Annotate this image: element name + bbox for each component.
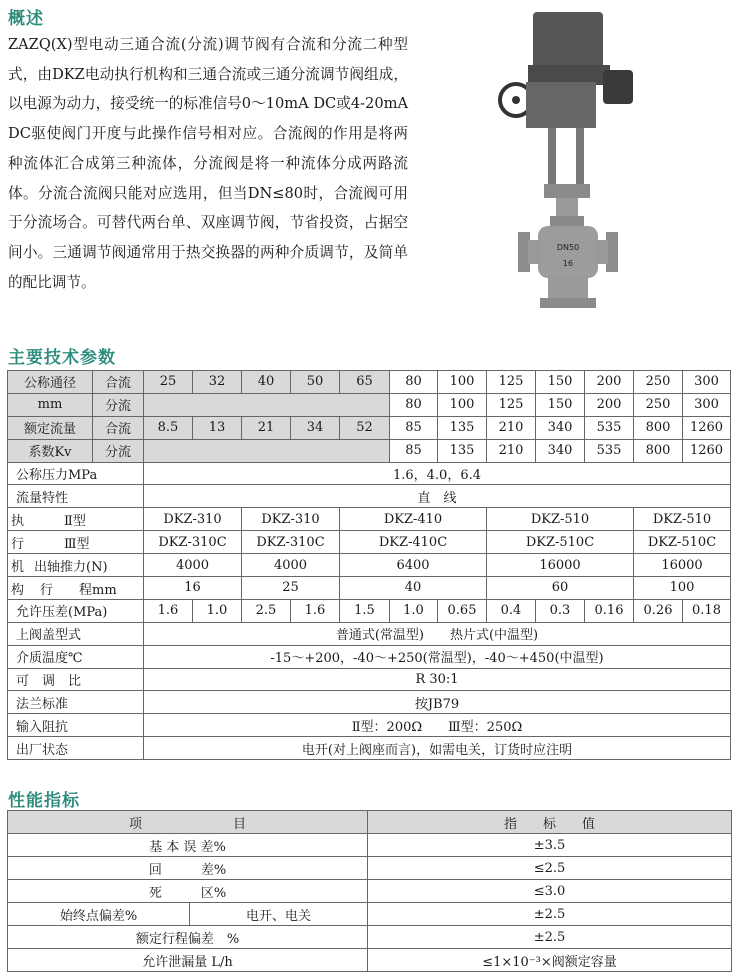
nominal-dia-label: 公称通径	[8, 371, 93, 394]
perf-value: ±3.5	[368, 834, 732, 857]
dn-cell: 40	[242, 371, 291, 394]
range-label: 可 调 比	[8, 668, 144, 691]
actuator-model: DKZ-410C	[340, 531, 487, 554]
kv-cell: 135	[438, 416, 487, 439]
kv-label-2: 系数Kv	[8, 439, 93, 462]
dp-cell: 0.3	[536, 599, 585, 622]
kv-cell: 340	[536, 416, 585, 439]
type2-row	[8, 508, 731, 531]
kv-cell: 210	[487, 439, 536, 462]
kv-cell: 34	[291, 416, 340, 439]
dn-cell: 200	[585, 371, 634, 394]
actuator-model: DKZ-510	[634, 508, 731, 531]
range-value: R 30:1	[144, 668, 731, 691]
performance-title: 性能指标	[8, 791, 80, 811]
kv-cell: 800	[634, 416, 683, 439]
flange-value: 按JB79	[144, 691, 731, 714]
perf-label: 额定行程偏差 %	[8, 926, 368, 949]
actuator-model: DKZ-310C	[242, 531, 340, 554]
stroke-label-cell	[8, 577, 144, 600]
perf-label: 基 本 误 差%	[8, 834, 368, 857]
empty-cell	[144, 393, 390, 416]
perf-row	[8, 834, 732, 857]
dn-cell: 32	[193, 371, 242, 394]
type3-label-cell	[8, 531, 144, 554]
pressure-value: 1.6，4.0，6.4	[144, 462, 731, 485]
type3-row	[8, 531, 731, 554]
type3-label: Ⅲ型	[64, 537, 90, 553]
perf-header-value: 指 标 值	[368, 811, 732, 834]
stroke-cell: 25	[242, 577, 340, 600]
perf-header-row	[8, 811, 732, 834]
impedance-value: Ⅱ型：200Ω Ⅲ型：250Ω	[144, 714, 731, 737]
dn-cell: 250	[634, 371, 683, 394]
actuator-char: 构	[11, 583, 25, 599]
thrust-cell: 4000	[144, 554, 242, 577]
perf-value: ≤1×10⁻³×阀额定容量	[368, 949, 732, 972]
perf-value: ≤2.5	[368, 857, 732, 880]
overview-title: 概述	[8, 9, 44, 29]
impedance-row	[8, 714, 731, 737]
range-row	[8, 668, 731, 691]
dp-cell: 1.0	[193, 599, 242, 622]
perf-label: 死 区%	[8, 880, 368, 903]
perf-value: ≤3.0	[368, 880, 732, 903]
dn-cell: 250	[634, 393, 683, 416]
perf-sublabel: 电开、电关	[190, 903, 368, 926]
perf-label: 回 差%	[8, 857, 368, 880]
thrust-cell: 16000	[487, 554, 634, 577]
flow-char-row	[8, 485, 731, 508]
allow-dp-label: 允许压差(MPa)	[8, 599, 144, 622]
stroke-cell: 60	[487, 577, 634, 600]
actuator-model: DKZ-310	[144, 508, 242, 531]
perf-row	[8, 880, 732, 903]
impedance-label: 输入阻抗	[8, 714, 144, 737]
intro-paragraph: ZAZQ(X)型电动三通合流(分流)调节阀有合流和分流二种型式，由DKZ电动执行机构和三通合流或三通分流调节阀组成，以电源为动力，接受统一的标准信号0～10mA DC或4-20mA DC驱使阀门开度与此操作信号相对应。合流阀的作用是将两种流体汇合成第三种流体，分流阀是将一种流体分成两路流体。分流合流阀只能对应选用，但当DN≤80时，合流阀可用于分流场合。可替代两台单、双座调节阀，节省投资，占据空间小。三通调节阀通常用于热交换器的两种介质调节，及简单的配比调节。	[8, 36, 408, 291]
thrust-cell: 6400	[340, 554, 487, 577]
kv-cell: 340	[536, 439, 585, 462]
merge-label: 合流	[93, 371, 144, 394]
kv-cell: 535	[585, 416, 634, 439]
kv-cell: 800	[634, 439, 683, 462]
bonnet-row	[8, 622, 731, 645]
temp-label: 介质温度℃	[8, 645, 144, 668]
dp-cell: 2.5	[242, 599, 291, 622]
perf-value: ±2.5	[368, 903, 732, 926]
kv-cell: 85	[390, 416, 438, 439]
perf-row	[8, 903, 732, 926]
flange-label: 法兰标准	[8, 691, 144, 714]
dn-cell: 300	[683, 371, 731, 394]
factory-row	[8, 737, 731, 760]
dn-cell: 50	[291, 371, 340, 394]
split-label: 分流	[93, 393, 144, 416]
dp-cell: 0.4	[487, 599, 536, 622]
pressure-row	[8, 462, 731, 485]
dn-cell: 125	[487, 371, 536, 394]
actuator-model: DKZ-310	[242, 508, 340, 531]
kv-cell: 210	[487, 416, 536, 439]
temp-row	[8, 645, 731, 668]
split-label: 分流	[93, 439, 144, 462]
stroke-label: 行 程mm	[40, 583, 117, 599]
performance-table	[7, 810, 732, 972]
kv-merge-row	[8, 416, 731, 439]
perf-header-item: 项 目	[8, 811, 368, 834]
dn-cell: 65	[340, 371, 390, 394]
stroke-row	[8, 577, 731, 600]
flow-char-value: 直 线	[144, 485, 731, 508]
actuator-model: DKZ-310C	[144, 531, 242, 554]
thrust-row	[8, 554, 731, 577]
bonnet-value: 普通式(常温型) 热片式(中温型)	[144, 622, 731, 645]
dn-cell: 300	[683, 393, 731, 416]
kv-cell: 8.5	[144, 416, 193, 439]
dp-cell: 1.6	[144, 599, 193, 622]
dn-merge-row	[8, 371, 731, 394]
factory-value: 电开(对上阀座而言)，如需电关，订货时应注明	[144, 737, 731, 760]
perf-label: 允许泄漏量 L/h	[8, 949, 368, 972]
kv-cell: 52	[340, 416, 390, 439]
merge-label: 合流	[93, 416, 144, 439]
bonnet-label: 上阀盖型式	[8, 622, 144, 645]
svg-text:DN50: DN50	[556, 243, 580, 252]
dn-split-row	[8, 393, 731, 416]
flow-char-label: 流量特性	[8, 485, 144, 508]
actuator-char: 执	[11, 514, 25, 530]
actuator-model: DKZ-410	[340, 508, 487, 531]
perf-row	[8, 926, 732, 949]
mm-label: mm	[8, 393, 93, 416]
allow-dp-row	[8, 599, 731, 622]
kv-cell: 85	[390, 439, 438, 462]
perf-row	[8, 949, 732, 972]
dp-cell: 0.65	[438, 599, 487, 622]
kv-cell: 13	[193, 416, 242, 439]
kv-cell: 535	[585, 439, 634, 462]
dn-cell: 25	[144, 371, 193, 394]
kv-cell: 1260	[683, 416, 731, 439]
dn-cell: 150	[536, 393, 585, 416]
actuator-model: DKZ-510C	[487, 531, 634, 554]
dn-cell: 150	[536, 371, 585, 394]
kv-cell: 1260	[683, 439, 731, 462]
dn-cell: 80	[390, 393, 438, 416]
dn-cell: 80	[390, 371, 438, 394]
main-params-title: 主要技术参数	[8, 348, 116, 368]
thrust-label: 出轴推力(N)	[34, 560, 108, 576]
dp-cell: 1.6	[291, 599, 340, 622]
flange-row	[8, 691, 731, 714]
dn-cell: 100	[438, 371, 487, 394]
dp-cell: 0.18	[683, 599, 731, 622]
thrust-cell: 16000	[634, 554, 731, 577]
dp-cell: 0.26	[634, 599, 683, 622]
actuator-char: 行	[11, 537, 25, 553]
dp-cell: 1.5	[340, 599, 390, 622]
perf-value: ±2.5	[368, 926, 732, 949]
type2-label: Ⅱ型	[64, 514, 86, 530]
stroke-cell: 40	[340, 577, 487, 600]
thrust-cell: 4000	[242, 554, 340, 577]
thrust-label-cell	[8, 554, 144, 577]
params-table	[7, 370, 731, 760]
actuator-model: DKZ-510C	[634, 531, 731, 554]
perf-row	[8, 857, 732, 880]
electric-valve-image	[498, 10, 638, 322]
empty-cell	[144, 439, 390, 462]
actuator-char: 机	[11, 560, 25, 576]
svg-text:16: 16	[562, 259, 574, 268]
stroke-cell: 100	[634, 577, 731, 600]
temp-value: -15～+200，-40～+250(常温型)，-40～+450(中温型)	[144, 645, 731, 668]
actuator-model: DKZ-510	[487, 508, 634, 531]
kv-label: 额定流量	[8, 416, 93, 439]
factory-label: 出厂状态	[8, 737, 144, 760]
pressure-label: 公称压力MPa	[8, 462, 144, 485]
kv-cell: 21	[242, 416, 291, 439]
stroke-cell: 16	[144, 577, 242, 600]
dp-cell: 1.0	[390, 599, 438, 622]
type2-label-cell	[8, 508, 144, 531]
dn-cell: 125	[487, 393, 536, 416]
kv-split-row	[8, 439, 731, 462]
dp-cell: 0.16	[585, 599, 634, 622]
dn-cell: 100	[438, 393, 487, 416]
perf-label: 始终点偏差%	[8, 903, 190, 926]
dn-cell: 200	[585, 393, 634, 416]
kv-cell: 135	[438, 439, 487, 462]
